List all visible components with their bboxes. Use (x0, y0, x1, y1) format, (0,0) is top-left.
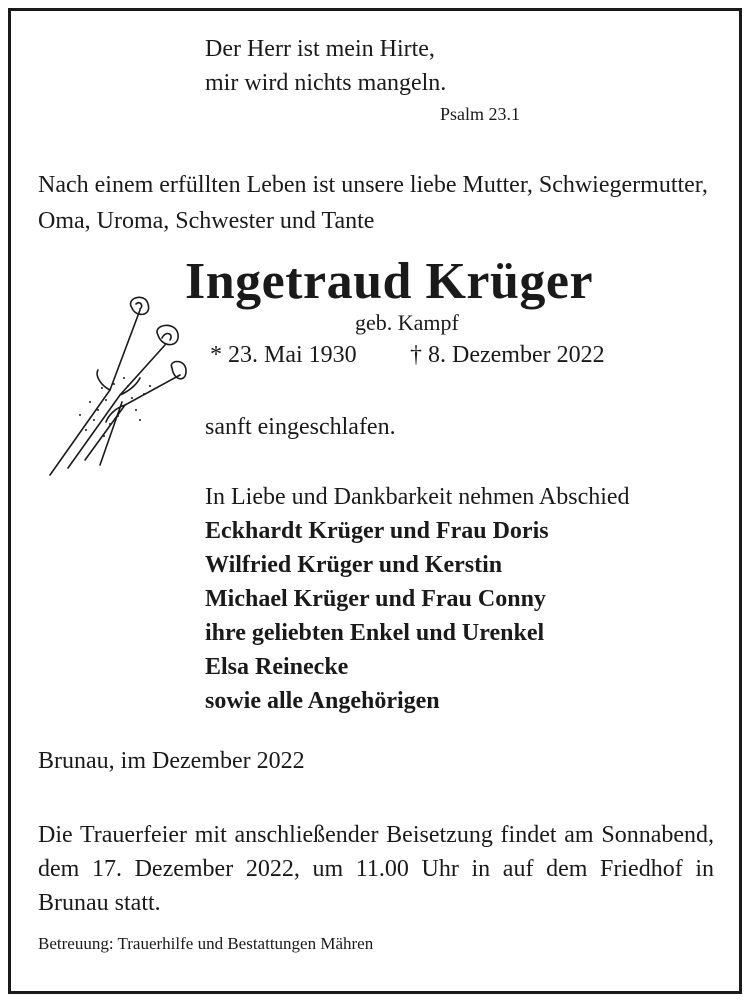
mourner-name: Eckhardt Krüger und Frau Doris (205, 518, 549, 544)
mourner-name: Wilfried Krüger und Kerstin (205, 552, 503, 578)
bible-verse (205, 32, 446, 100)
funeral-home-credit: Betreuung: Trauerhilfe und Bestattungen Mähren (38, 934, 374, 953)
death-date: † 8. Dezember 2022 (410, 342, 605, 368)
verse-line-2: mir wird nichts mangeln. (205, 70, 447, 96)
verse-line-1: Der Herr ist mein Hirte, (205, 36, 435, 62)
mourner-name: sowie alle Angehörigen (205, 688, 440, 714)
mourner-name: ihre geliebten Enkel und Urenkel (205, 620, 545, 646)
mourners-block (205, 480, 630, 718)
verse-reference: Psalm 23.1 (440, 104, 521, 124)
roses-icon (40, 290, 190, 480)
maiden-name: geb. Kampf (355, 310, 459, 335)
mourners-intro: In Liebe und Dankbarkeit nehmen Abschied (205, 484, 630, 510)
passing-text: sanft eingeschlafen. (205, 414, 396, 440)
mourner-name: Elsa Reinecke (205, 654, 349, 680)
mourner-name: Michael Krüger und Frau Conny (205, 586, 546, 612)
place-date: Brunau, im Dezember 2022 (38, 748, 305, 774)
intro-text: Nach einem erfüllten Leben ist unsere liebe Mutter, Schwiegermutter, Oma, Uroma, Schwester und Tante (38, 172, 708, 234)
ceremony-text: Die Trauerfeier mit anschließender Beisetzung findet am Sonnabend, dem 17. Dezember 2022, um 11.00 Uhr in auf dem Friedhof in Brunau statt. (38, 822, 714, 916)
birth-date: * 23. Mai 1930 (210, 342, 357, 368)
deceased-name: Ingetraud Krüger (185, 253, 594, 310)
